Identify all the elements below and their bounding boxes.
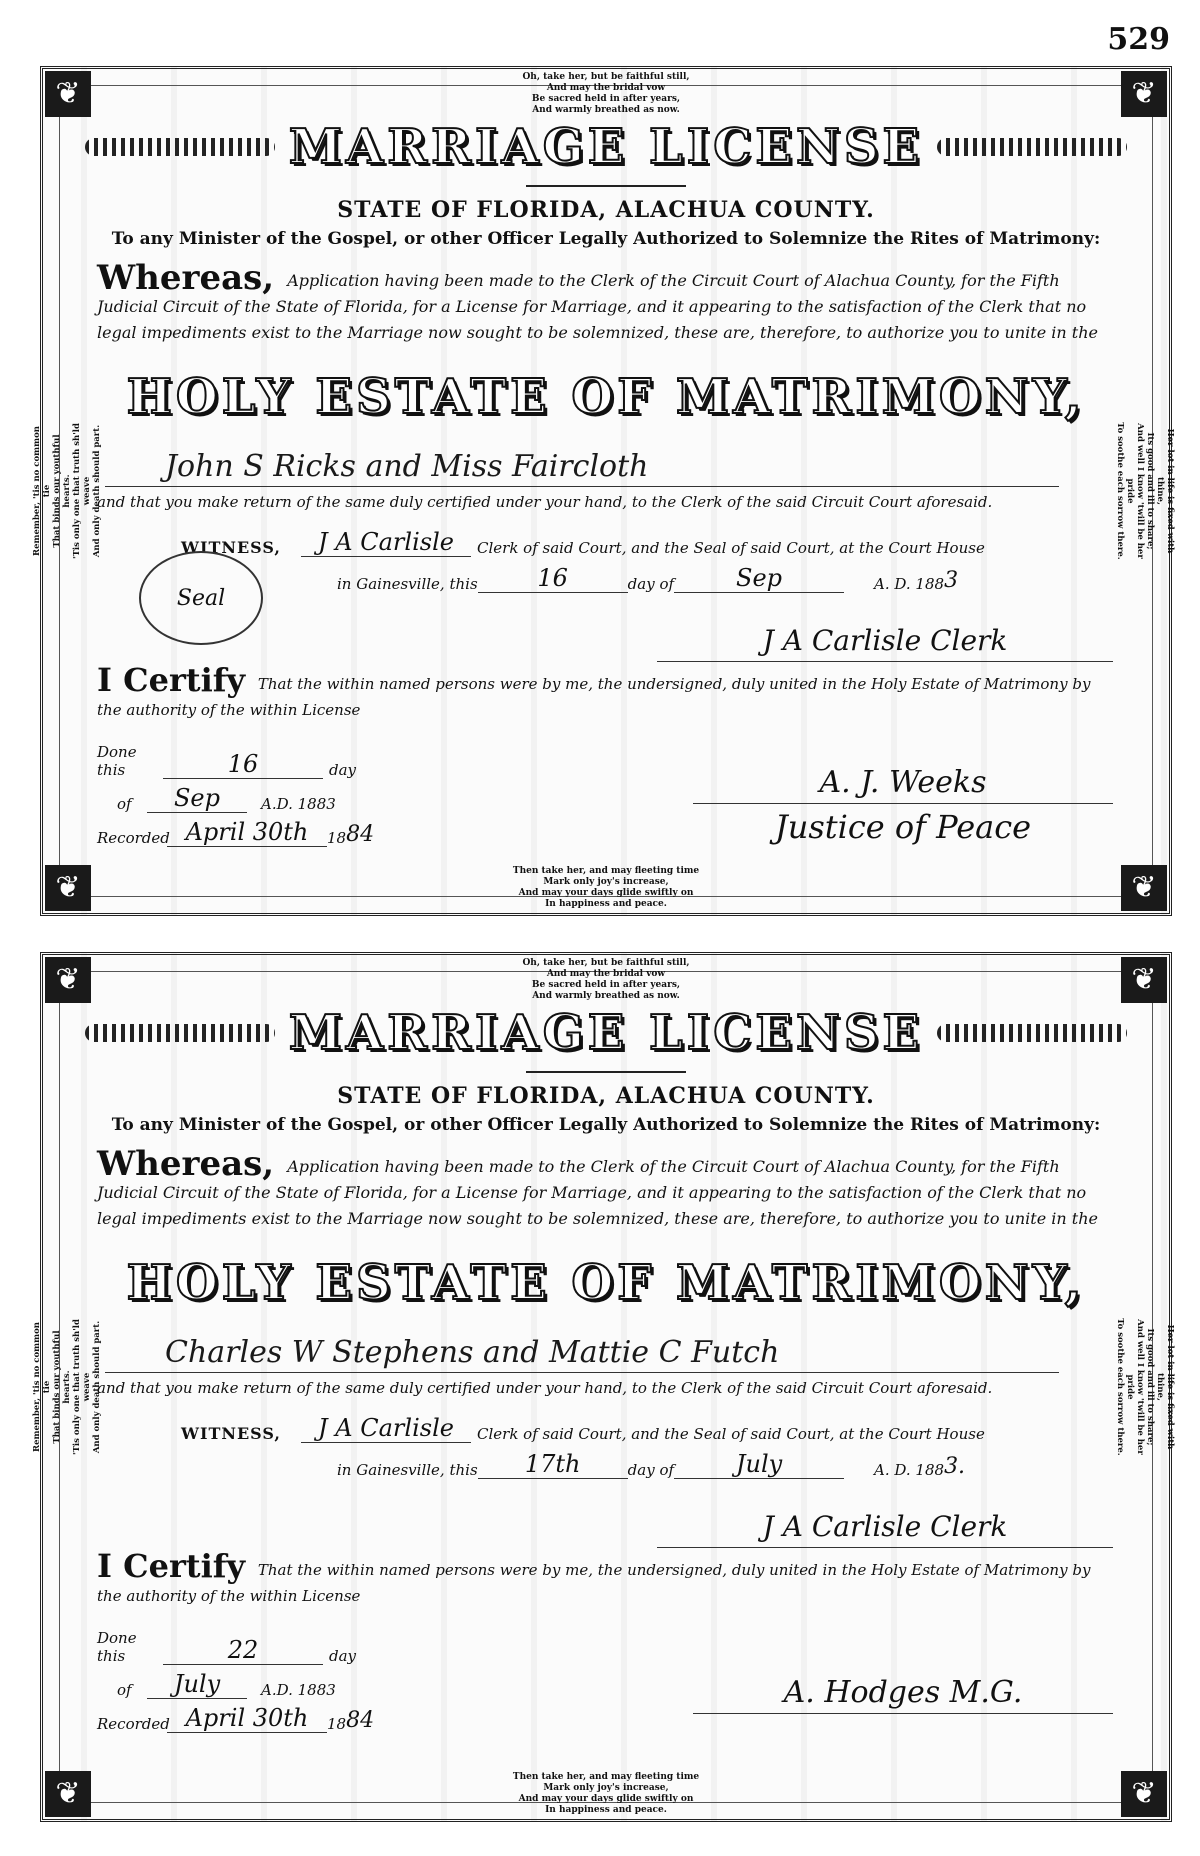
ad-prefix: A. D. 188 — [874, 575, 945, 593]
recorded-label: Recorded — [97, 1715, 170, 1733]
recorded-year-suffix: 84 — [346, 1708, 375, 1733]
license-heading — [43, 1005, 1169, 1061]
ornament-corner-icon: ❦ — [45, 71, 91, 117]
whereas-text: Application having been made to the Clerk of the Circuit Court of Alachua County, for the Fifth Judicial Circuit of the State of Florida, for a License for Marriage, and it appearing to the satisfaction of the Clerk that no legal impediments exist to the Marriage now sought to be solemnized, these are, therefore, to authorize you to unite in the — [97, 271, 1098, 342]
ornament-corner-icon: ❦ — [1121, 957, 1167, 1003]
officiant-signature: A. Hodges M.G. — [693, 1673, 1113, 1714]
certify-paragraph — [97, 1547, 1113, 1609]
issue-day: 17th — [478, 1450, 628, 1479]
ornament-corner-icon: ❦ — [1121, 71, 1167, 117]
license-title: MARRIAGE LICENSE — [288, 119, 924, 175]
recorded-year-prefix: 18 — [327, 1715, 347, 1733]
issue-day: 16 — [478, 564, 628, 593]
day-label: day — [329, 1647, 357, 1665]
date-prefix: in Gainesville, this — [337, 575, 478, 593]
done-row — [97, 745, 577, 779]
done-ad: A.D. 188 — [261, 1681, 327, 1699]
top-verse: Oh, take her, but be faithful still, And may the bridal vow Be sacred held in after years, And warmly breathed as now. — [522, 72, 690, 115]
date-prefix: in Gainesville, this — [337, 1461, 478, 1479]
done-day: 16 — [163, 750, 323, 779]
address-line: To any Minister of the Gospel, or other Officer Legally Authorized to Solemnize the Rites of Matrimony: — [111, 1115, 1101, 1135]
certify-lead: I Certify — [97, 1547, 246, 1585]
done-day: 22 — [163, 1636, 323, 1665]
witness-text: Clerk of said Court, and the Seal of said Court, at the Court House — [477, 1425, 985, 1443]
state-county-line: STATE OF FLORIDA, ALACHUA COUNTY. — [337, 197, 875, 223]
recorded-date: April 30th — [167, 1704, 327, 1733]
done-label: Done this — [97, 743, 137, 779]
ad-prefix: A. D. 188 — [874, 1461, 945, 1479]
bottom-verse: Then take her, and may fleeting time Mark only joy's increase, And may your days glide swiftly on In happiness and peace. — [512, 866, 700, 909]
couple-names: John S Ricks and Miss Faircloth — [105, 447, 1059, 487]
clerk-signature: J A Carlisle Clerk — [657, 621, 1113, 662]
flourish-icon — [937, 1024, 1127, 1042]
pen-rule-divider — [526, 1071, 686, 1073]
done-row — [97, 1631, 577, 1665]
recorded-year-suffix: 84 — [346, 822, 375, 847]
whereas-paragraph — [97, 1144, 1109, 1232]
of-label: of — [117, 795, 132, 813]
marriage-license-2 — [32, 952, 1175, 1822]
witness-signature: J A Carlisle — [301, 528, 471, 557]
of-label: of — [117, 1681, 132, 1699]
certify-lead: I Certify — [97, 661, 246, 699]
witness-label: WITNESS, — [181, 1424, 281, 1443]
witness-text: Clerk of said Court, and the Seal of said Court, at the Court House — [477, 539, 985, 557]
certify-paragraph — [97, 661, 1113, 723]
pen-rule-divider — [526, 185, 686, 187]
right-verse: Her lot in life is fixed with thine, Its good and ill to share; And well I know 'twill be her pride To soothe each sorrow there. — [1115, 422, 1175, 560]
done-year-digit: 3 — [326, 795, 336, 813]
ornament-corner-icon: ❦ — [45, 957, 91, 1003]
certify-text: That the within named persons were by me, the undersigned, duly united in the Holy Estate of Matrimony by the authority of the within License — [97, 1561, 1091, 1605]
certify-text: That the within named persons were by me, the undersigned, duly united in the Holy Estate of Matrimony by the authority of the within License — [97, 675, 1091, 719]
issue-date-row — [337, 563, 1113, 593]
day-label: day — [329, 761, 357, 779]
recorded-row — [97, 813, 577, 847]
witness-row — [181, 1413, 1113, 1443]
flourish-icon — [85, 138, 275, 156]
flourish-icon — [85, 1024, 275, 1042]
officiant-block — [693, 763, 1113, 846]
issue-year-digit: 3. — [944, 1454, 966, 1479]
day-of-label: day of — [627, 575, 675, 593]
witness-signature: J A Carlisle — [301, 1414, 471, 1443]
done-month: Sep — [147, 784, 247, 813]
officiant-block — [693, 1673, 1113, 1714]
of-row — [97, 1665, 577, 1699]
done-year-digit: 3 — [326, 1681, 336, 1699]
court-seal: Seal — [139, 551, 263, 645]
recorded-label: Recorded — [97, 829, 170, 847]
done-ad: A.D. 188 — [261, 795, 327, 813]
holy-estate-heading: HOLY ESTATE OF MATRIMONY, — [126, 369, 1086, 425]
ornament-corner-icon: ❦ — [1121, 1771, 1167, 1817]
done-month: July — [147, 1670, 247, 1699]
address-line: To any Minister of the Gospel, or other Officer Legally Authorized to Solemnize the Rites of Matrimony: — [111, 229, 1101, 249]
holy-estate-heading: HOLY ESTATE OF MATRIMONY, — [126, 1255, 1086, 1311]
ornament-corner-icon: ❦ — [45, 1771, 91, 1817]
recorded-row — [97, 1699, 577, 1733]
couple-names: Charles W Stephens and Mattie C Futch — [105, 1333, 1059, 1373]
whereas-paragraph — [97, 258, 1109, 346]
ornament-corner-icon: ❦ — [1121, 865, 1167, 911]
top-verse: Oh, take her, but be faithful still, And may the bridal vow Be sacred held in after years, And warmly breathed as now. — [522, 958, 690, 1001]
solemnization-dates — [97, 1631, 577, 1733]
issue-month: July — [674, 1450, 844, 1479]
ornament-corner-icon: ❦ — [45, 865, 91, 911]
issue-month: Sep — [674, 564, 844, 593]
left-verse: Remember, 'tis no common tie That binds our youthful hearts. 'Tis only one that truth sh'ld weave And only death should part. — [32, 423, 102, 559]
solemnization-dates — [97, 745, 577, 847]
return-text: and that you make return of the same duly certified under your hand, to the Clerk of the said Circuit Court aforesaid. — [97, 493, 993, 511]
license-title: MARRIAGE LICENSE — [288, 1005, 924, 1061]
issue-year-digit: 3 — [944, 568, 959, 593]
license-heading — [43, 119, 1169, 175]
officiant-title: Justice of Peace — [774, 808, 1032, 846]
state-county-line: STATE OF FLORIDA, ALACHUA COUNTY. — [337, 1083, 875, 1109]
page-number: 529 — [1107, 22, 1170, 57]
done-label: Done this — [97, 1629, 137, 1665]
bottom-verse: Then take her, and may fleeting time Mark only joy's increase, And may your days glide swiftly on In happiness and peace. — [512, 1772, 700, 1815]
return-text: and that you make return of the same duly certified under your hand, to the Clerk of the said Circuit Court aforesaid. — [97, 1379, 993, 1397]
recorded-year-prefix: 18 — [327, 829, 347, 847]
whereas-text: Application having been made to the Clerk of the Circuit Court of Alachua County, for the Fifth Judicial Circuit of the State of Florida, for a License for Marriage, and it appearing to the satisfaction of the Clerk that no legal impediments exist to the Marriage now sought to be solemnized, these are, therefore, to authorize you to unite in the — [97, 1157, 1098, 1228]
recorded-date: April 30th — [167, 818, 327, 847]
issue-date-row — [337, 1449, 1113, 1479]
day-of-label: day of — [627, 1461, 675, 1479]
witness-row — [181, 527, 1113, 557]
clerk-signature: J A Carlisle Clerk — [657, 1507, 1113, 1548]
witness-label: WITNESS, — [181, 538, 281, 557]
left-verse: Remember, 'tis no common tie That binds our youthful hearts. 'Tis only one that truth sh'ld weave And only death should part. — [32, 1319, 102, 1455]
whereas-lead: Whereas, — [97, 1144, 275, 1184]
of-row — [97, 779, 577, 813]
whereas-lead: Whereas, — [97, 258, 275, 298]
right-verse: Her lot in life is fixed with thine, Its good and ill to share; And well I know 'twill be her pride To soothe each sorrow there. — [1115, 1318, 1175, 1456]
flourish-icon — [937, 138, 1127, 156]
marriage-license-1 — [32, 66, 1175, 916]
officiant-signature: A. J. Weeks — [693, 763, 1113, 804]
